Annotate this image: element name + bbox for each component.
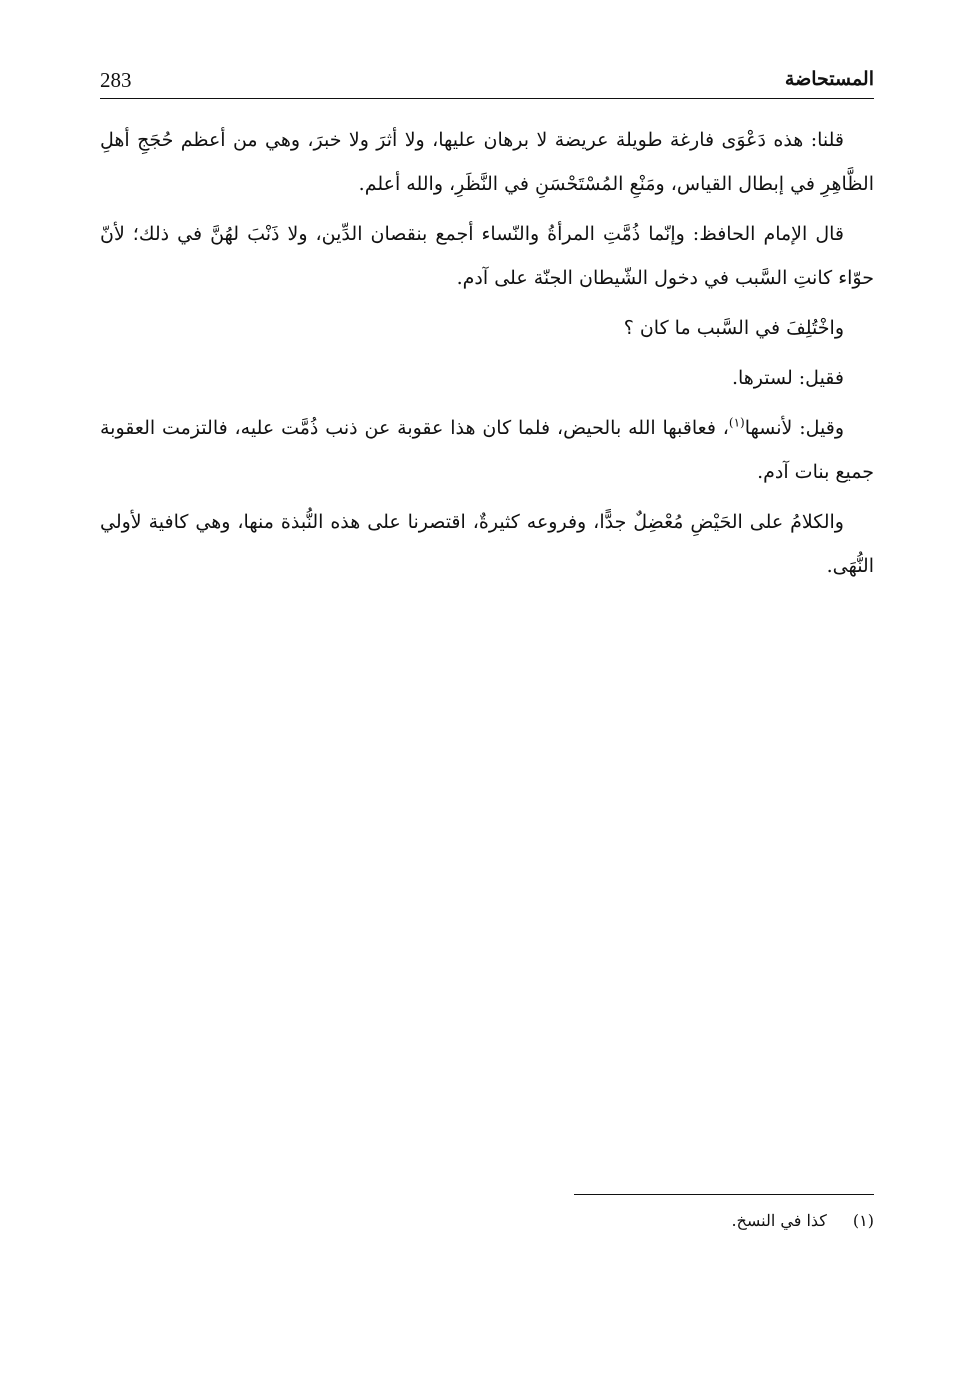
paragraph: والكلامُ على الحَيْضِ مُعْضِلٌ جدًّا، وفروعه كثيرةٌ، اقتصرنا على هذه النُّبذة منها، وهي كافية لأولي النُّهَى. <box>100 511 874 577</box>
paragraph: فقيل: لسترها. <box>731 367 844 389</box>
paragraph-text: وقيل: لأنسها <box>744 417 844 439</box>
page-number: 283 <box>100 68 132 92</box>
paragraph-text: ، فعاقبها الله بالحيض، فلما كان هذا عقوبة عن ذنب ذُمَّت عليه، فالتزمت العقوبة جميع بنات آدم. <box>100 417 874 483</box>
footnote-number: (١) <box>852 1211 874 1230</box>
paragraph <box>100 406 874 494</box>
footnote-text: كذا في النسخ. <box>731 1211 827 1230</box>
footnote-divider <box>574 1194 874 1195</box>
running-title: المستحاضة <box>784 68 874 90</box>
footnote <box>731 1206 874 1236</box>
paragraph: قال الإمام الحافظ: وإنّما ذُمَّتِ المرأةُ والنّساء أجمع بنقصان الدِّين، ولا ذَنْبَ لهُنَّ في ذلك؛ لأنّ حوّاء كانتِ السَّبب في دخول الشّيطان الجنّة على آدم. <box>100 223 874 289</box>
paragraph: قلنا: هذه دَعْوَى فارغة طويلة عريضة لا برهان عليها، ولا أثرَ ولا خبرَ، وهي من أعظم حُجَجِ أهلِ الظَّاهِرِ في إبطال القياس، ومَنْعِ المُسْتَحْسَنِ في النَّظَرِ، والله أعلم. <box>100 129 874 195</box>
footnote-reference[interactable]: (١) <box>728 415 745 430</box>
paragraph: واخْتُلِفَ في السَّبب ما كان ؟ <box>623 317 844 339</box>
main-text <box>100 118 874 594</box>
page-header <box>100 64 874 99</box>
